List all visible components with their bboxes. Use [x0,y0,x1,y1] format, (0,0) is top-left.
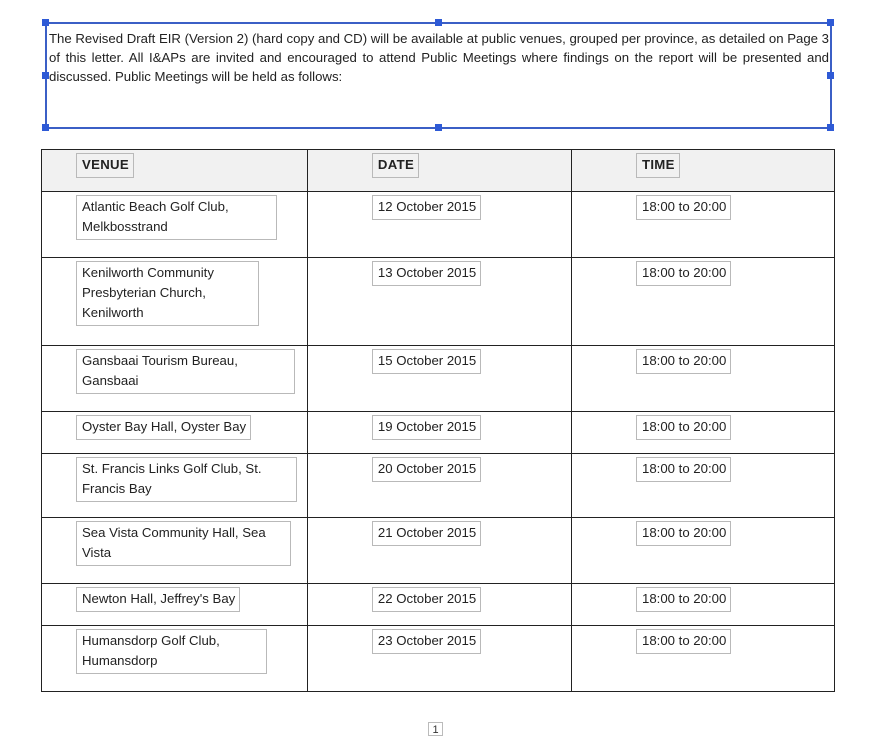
time-field[interactable]: 18:00 to 20:00 [636,587,731,612]
venue-cell [42,454,308,518]
venue-field[interactable]: Newton Hall, Jeffrey's Bay [76,587,240,612]
time-cell [571,518,834,584]
time-field[interactable]: 18:00 to 20:00 [636,521,731,546]
venue-cell [42,412,308,454]
venue-cell [42,258,308,346]
selected-text-frame[interactable] [45,22,831,128]
time-cell [571,192,834,258]
time-field[interactable]: 18:00 to 20:00 [636,457,731,482]
page-number-field[interactable]: 1 [428,722,443,736]
venue-field[interactable]: St. Francis Links Golf Club, St. Francis Bay [76,457,297,502]
date-field[interactable]: 19 October 2015 [372,415,481,440]
table-header-row [42,150,835,192]
date-cell [307,454,571,518]
intro-paragraph[interactable]: The Revised Draft EIR (Version 2) (hard copy and CD) will be available at public venues, grouped per province, as detailed on Page 3 of this letter. All I&APs are invited and encouraged to attend Public Meetings where findings on the report will be presented and discussed. Public Meetings will be held as follows: [49,31,829,84]
resize-handle-bottom-left[interactable] [42,124,49,131]
header-time[interactable]: TIME [636,153,680,178]
resize-handle-bottom-right[interactable] [827,124,834,131]
venue-cell [42,192,308,258]
time-field[interactable]: 18:00 to 20:00 [636,415,731,440]
time-field[interactable]: 18:00 to 20:00 [636,629,731,654]
date-field[interactable]: 12 October 2015 [372,195,481,220]
resize-handle-middle-left[interactable] [42,72,49,79]
resize-handle-top-left[interactable] [42,19,49,26]
header-cell-date [307,150,571,192]
date-cell [307,518,571,584]
venue-field[interactable]: Humansdorp Golf Club, Humansdorp [76,629,267,674]
resize-handle-top-right[interactable] [827,19,834,26]
resize-handle-top-center[interactable] [435,19,442,26]
time-cell [571,454,834,518]
time-cell [571,346,834,412]
header-cell-time [571,150,834,192]
date-field[interactable]: 15 October 2015 [372,349,481,374]
table-row [42,258,835,346]
time-cell [571,584,834,626]
date-cell [307,626,571,692]
venue-field[interactable]: Gansbaai Tourism Bureau, Gansbaai [76,349,295,394]
date-cell [307,584,571,626]
date-cell [307,258,571,346]
venue-cell [42,346,308,412]
table-row [42,412,835,454]
date-field[interactable]: 23 October 2015 [372,629,481,654]
table-row [42,518,835,584]
date-field[interactable]: 13 October 2015 [372,261,481,286]
date-field[interactable]: 21 October 2015 [372,521,481,546]
venue-field[interactable]: Oyster Bay Hall, Oyster Bay [76,415,251,440]
header-cell-venue [42,150,308,192]
table-row [42,584,835,626]
resize-handle-bottom-center[interactable] [435,124,442,131]
date-cell [307,192,571,258]
venue-field[interactable]: Atlantic Beach Golf Club, Melkbosstrand [76,195,277,240]
header-date[interactable]: DATE [372,153,419,178]
time-cell [571,258,834,346]
venue-cell [42,584,308,626]
venue-cell [42,518,308,584]
table-row [42,626,835,692]
time-field[interactable]: 18:00 to 20:00 [636,349,731,374]
venue-field[interactable]: Kenilworth Community Presbyterian Church, Kenilworth [76,261,259,326]
date-cell [307,346,571,412]
date-field[interactable]: 20 October 2015 [372,457,481,482]
table-row [42,192,835,258]
venue-field[interactable]: Sea Vista Community Hall, Sea Vista [76,521,291,566]
table-row [42,346,835,412]
public-meetings-table [41,149,835,692]
table-row [42,454,835,518]
venue-cell [42,626,308,692]
time-field[interactable]: 18:00 to 20:00 [636,195,731,220]
header-venue[interactable]: VENUE [76,153,134,178]
date-field[interactable]: 22 October 2015 [372,587,481,612]
date-cell [307,412,571,454]
time-cell [571,626,834,692]
time-field[interactable]: 18:00 to 20:00 [636,261,731,286]
time-cell [571,412,834,454]
